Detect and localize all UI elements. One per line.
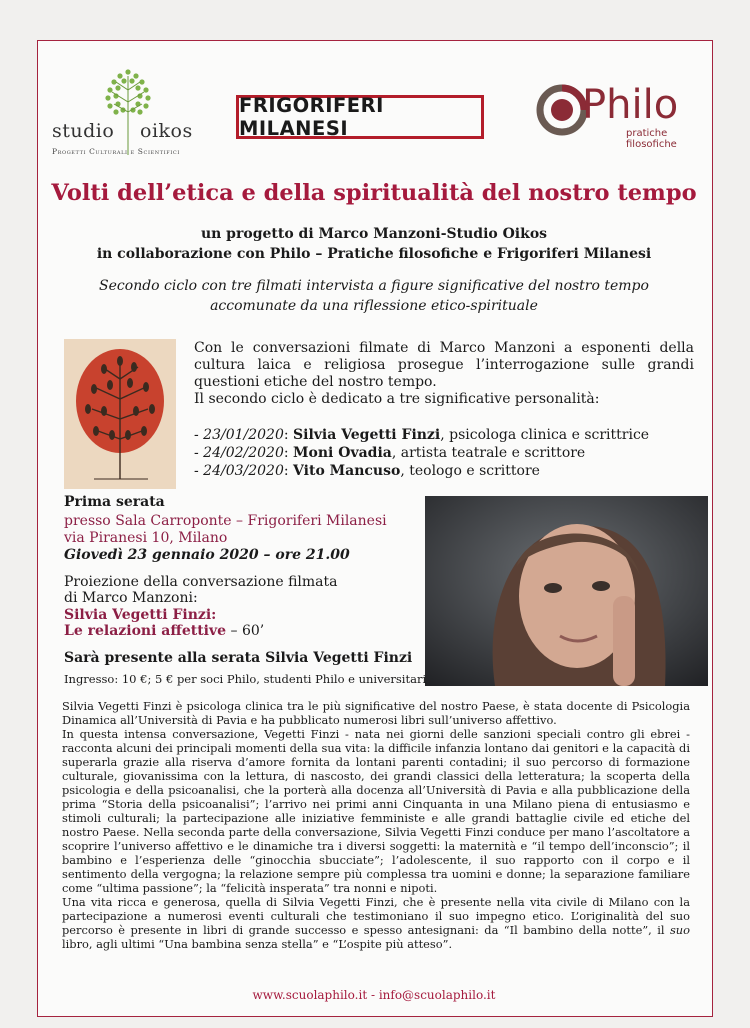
description-line-2: cultura laica e religiosa prosegue l’interrogazione sulle grandi bbox=[194, 357, 694, 373]
projection-line-2: di Marco Manzoni: bbox=[64, 590, 198, 606]
speaker-name: Silvia Vegetti Finzi: bbox=[64, 607, 217, 623]
bio-paragraph-2: In questa intensa conversazione, Vegetti Finzi - nata nei giorni delle sanzioni speciali contro gli ebrei - racconta alcuni dei principali momenti della sua vita: la difficile infanzia lontano dai genitori e la capacità di superarla grazie alla riserva d’amore fornita da lontani parenti contadini; il suo percorso di formazione culturale, giovanissima con la lettura, di nascosto, dei grandi classici della letteratura; la scoperta della psicologia e della psicoanalisi, che la porterà alla docenza all’Università di Pavia e alla pubblicazione della prima “Storia della psicoanalisi”; l’arrivo nei primi anni Cinquanta in una Milano piena di entusiasmo e stimoli culturali; la partecipazione alle iniziative femministe e alle grandi battaglie civile ed etiche del nostro Paese. Nella seconda parte della conversazione, Silvia Vegetti Finzi conduce per mano l’ascoltatore a scoprire l’universo affettivo e le dinamiche tra i diversi soggetti: la maternità e “il tempo dell’inconscio”; il bambino e l’esperienza delle “ginocchia sbucciate”; l’adolescente, il suo rapporto con il corpo e il sentimento della vergogna; la relazione sempre più complessa tra uomini e donne; la separazione familiare come “ultima passione”; la “felicità insperata” tra nonni e nipoti. bbox=[62, 727, 690, 895]
footer-contacts[interactable]: www.scuolaphilo.it - info@scuolaphilo.it bbox=[252, 988, 496, 1002]
philo-tagline: pratiche filosofiche bbox=[626, 128, 677, 150]
tree-painting bbox=[64, 339, 176, 489]
biography bbox=[62, 699, 690, 951]
film-title-line: Le relazioni affettive – 60’ bbox=[64, 623, 265, 639]
collaboration-line: in collaborazione con Philo – Pratiche filosofiche e Frigoriferi Milanesi bbox=[96, 246, 652, 262]
bio-paragraph-1: Silvia Vegetti Finzi è psicologa clinica tra le più significative del nostro Paese, è stata docente di Psicologia Dinamica all’Università di Pavia e ha pubblicato numerosi libri sull’universo affettivo. bbox=[62, 699, 690, 727]
schedule-item: - 24/02/2020: Moni Ovadia, artista teatrale e scrittore bbox=[194, 445, 586, 461]
oikos-tagline: Progetti Culturali e Scientifici bbox=[52, 147, 180, 156]
description-line-3: questioni etiche del nostro tempo. bbox=[194, 374, 437, 390]
event-venue-line-2: via Piranesi 10, Milano bbox=[64, 530, 228, 546]
schedule-item: - 23/01/2020: Silvia Vegetti Finzi, psicologa clinica e scrittrice bbox=[194, 427, 650, 443]
philo-name: Philo bbox=[582, 82, 679, 128]
speaker-portrait bbox=[425, 496, 708, 686]
philo-logo bbox=[534, 80, 714, 150]
event-heading: Prima serata bbox=[64, 494, 165, 510]
frigoriferi-milanesi-logo: FRIGORIFERI MILANESI bbox=[236, 95, 484, 139]
studio-oikos-logo bbox=[48, 60, 208, 160]
tree-icon bbox=[48, 60, 208, 160]
schedule-item: - 24/03/2020: Vito Mancuso, teologo e scrittore bbox=[194, 463, 540, 479]
oikos-word-right: oikos bbox=[140, 120, 193, 142]
oikos-word-left: studio bbox=[52, 120, 115, 142]
intro-line-1: Secondo ciclo con tre filmati intervista a figure significative del nostro tempo bbox=[99, 278, 649, 294]
projection-line-1: Proiezione della conversazione filmata bbox=[64, 574, 338, 590]
ticket-info: Ingresso: 10 €; 5 € per soci Philo, studenti Philo e universitari bbox=[64, 672, 427, 686]
presence-note: Sarà presente alla serata Silvia Vegetti Finzi bbox=[64, 650, 413, 666]
event-venue-line-1: presso Sala Carroponte – Frigoriferi Milanesi bbox=[64, 513, 387, 529]
bio-paragraph-3: Una vita ricca e generosa, quella di Silvia Vegetti Finzi, che è presente nella vita civile di Milano con la partecipazione a numerosi eventi culturali che testimoniano il suo impegno etico. L’originalità del suo percorso è presente in libri di grande successo e spesso antesignani: da “Il bambino della notte”, il suo libro, agli ultimi “Una bambina senza stella” e “L’ospite più atteso”. bbox=[62, 895, 690, 951]
page-title: Volti dell’etica e della spiritualità del nostro tempo bbox=[51, 180, 697, 206]
event-datetime: Giovedì 23 gennaio 2020 – ore 21.00 bbox=[64, 547, 350, 563]
intro-line-2: accomunate da una riflessione etico-spirituale bbox=[210, 298, 538, 314]
description-line-1: Con le conversazioni filmate di Marco Manzoni a esponenti della bbox=[194, 340, 694, 356]
project-line: un progetto di Marco Manzoni-Studio Oikos bbox=[200, 226, 548, 242]
description-line-4: Il secondo ciclo è dedicato a tre significative personalità: bbox=[194, 391, 600, 407]
